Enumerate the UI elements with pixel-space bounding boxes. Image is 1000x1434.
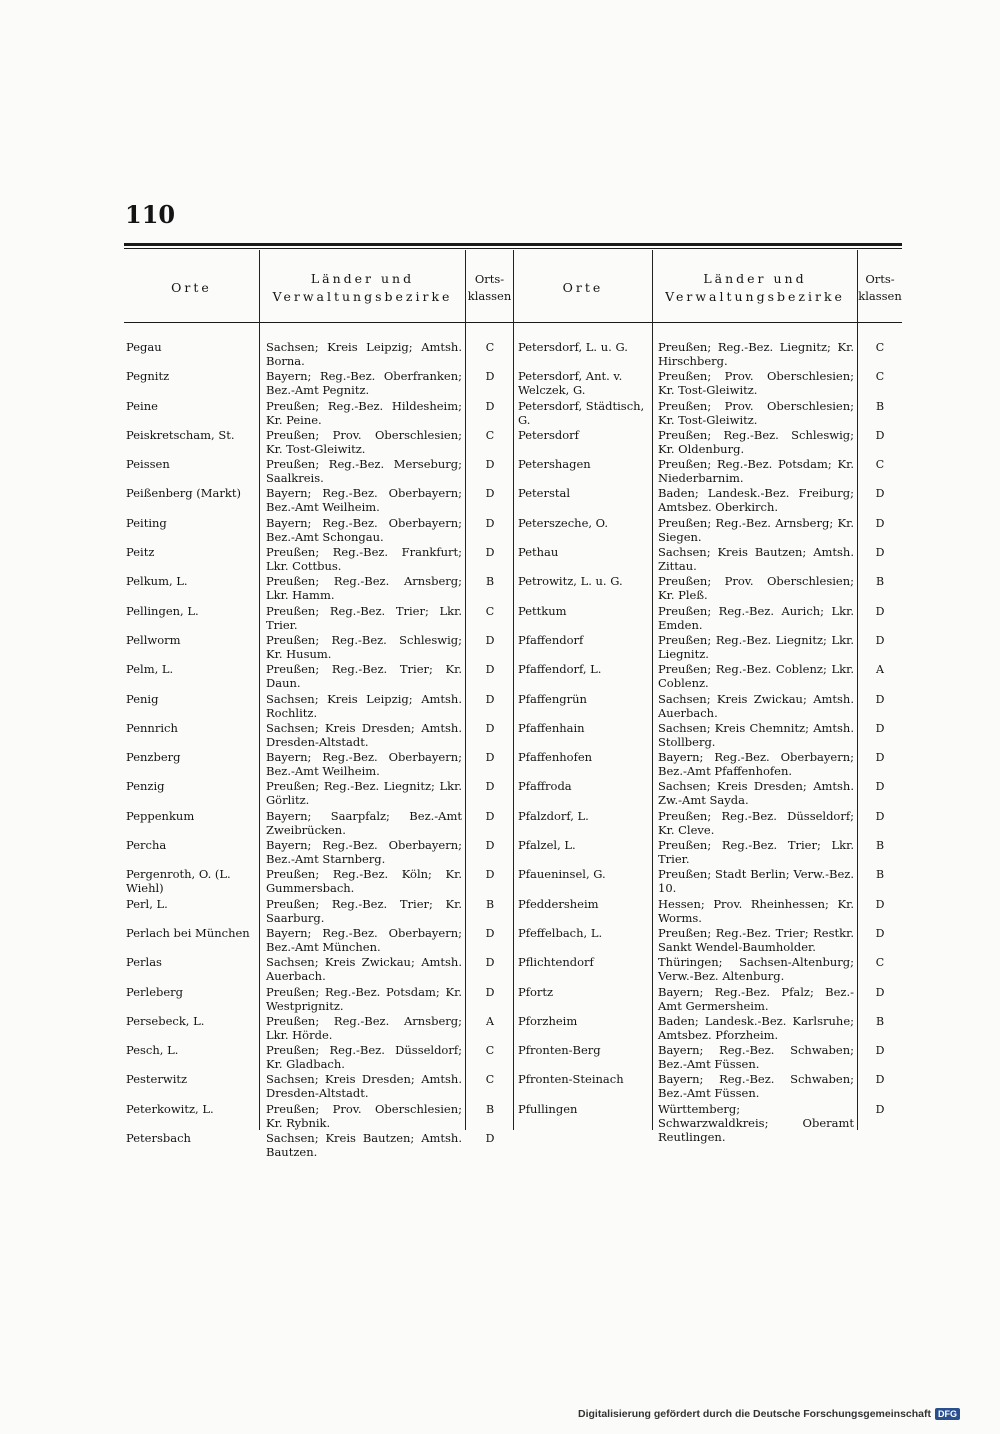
table-row — [126, 719, 511, 748]
table-row — [518, 660, 903, 689]
footer-credit — [578, 1408, 960, 1420]
header-orts-line1: Orts- — [474, 272, 505, 286]
header-orts-left — [466, 258, 513, 318]
admin-district: Preußen; Reg.-Bez. Liegnitz; Lkr. Görlitz. — [266, 779, 462, 808]
place-name: Pethau — [518, 545, 559, 560]
table-row — [518, 1070, 903, 1099]
table-row — [518, 397, 903, 426]
place-class: C — [485, 604, 495, 618]
table-row — [518, 836, 903, 865]
place-class: D — [485, 809, 495, 823]
admin-district: Württemberg; Schwarzwaldkreis; Oberamt Reutlingen. — [658, 1101, 854, 1144]
place-name: Peterstal — [518, 486, 571, 501]
table-row — [126, 338, 511, 367]
place-class: D — [875, 897, 885, 911]
admin-district: Preußen; Reg.-Bez. Frankfurt; Lkr. Cottbus. — [266, 545, 462, 574]
place-class: D — [485, 370, 495, 384]
dfg-logo: DFG — [935, 1408, 960, 1420]
admin-district: Preußen; Reg.-Bez. Hildesheim; Kr. Peine. — [266, 398, 462, 427]
place-class: D — [875, 751, 885, 765]
place-name: Pennrich — [126, 720, 178, 735]
place-name: Pelm, L. — [126, 662, 174, 677]
place-name: Pegau — [126, 340, 162, 354]
place-name: Pfronten-Steinach — [518, 1072, 624, 1087]
admin-district: Preußen; Reg.-Bez. Aurich; Lkr. Emden. — [658, 603, 854, 632]
place-class: B — [485, 1102, 495, 1116]
place-class: D — [485, 546, 495, 560]
place-name: Pesterwitz — [126, 1072, 188, 1087]
place-class: D — [875, 721, 885, 735]
admin-district: Baden; Landesk.-Bez. Freiburg; Amtsbez. Oberkirch. — [658, 486, 854, 515]
place-class: D — [875, 428, 885, 442]
header-orts-right — [858, 258, 902, 318]
table-row — [126, 1100, 511, 1129]
table-row — [518, 924, 903, 953]
place-class: A — [486, 1014, 494, 1028]
admin-district: Preußen; Reg.-Bez. Arnsberg; Lkr. Hamm. — [266, 574, 462, 603]
admin-district: Preußen; Reg.-Bez. Trier; Kr. Saarburg. — [266, 896, 462, 925]
admin-district: Preußen; Reg.-Bez. Liegnitz; Kr. Hirschberg. — [658, 340, 854, 368]
admin-district: Sachsen; Kreis Bautzen; Amtsh. Bautzen. — [266, 1131, 462, 1160]
place-class: D — [875, 604, 885, 618]
place-name: Peiskretscham, St. — [126, 427, 235, 442]
place-class: D — [875, 1073, 885, 1087]
admin-district: Bayern; Reg.-Bez. Schwaben; Bez.-Amt Füssen. — [658, 1043, 854, 1072]
admin-district: Bayern; Reg.-Bez. Oberbayern; Bez.-Amt Schongau. — [266, 515, 462, 544]
admin-district: Preußen; Prov. Oberschlesien; Kr. Tost-Gleiwitz. — [266, 427, 462, 456]
table-row — [126, 660, 511, 689]
place-name: Petrowitz, L. u. G. — [518, 574, 623, 589]
place-class: D — [875, 692, 885, 706]
place-name: Pergenroth, O. (L. Wiehl) — [126, 867, 231, 896]
place-class: A — [876, 663, 884, 677]
footer-text: Digitalisierung gefördert durch die Deutsche Forschungsgemeinschaft — [578, 1408, 931, 1420]
table-row — [518, 865, 903, 894]
top-rule-thin — [124, 248, 902, 249]
place-class: D — [485, 1132, 495, 1146]
admin-district: Preußen; Reg.-Bez. Trier; Lkr. Trier. — [266, 603, 462, 632]
place-name: Pfalzel, L. — [518, 838, 576, 853]
table-row — [518, 807, 903, 836]
table-row — [518, 338, 903, 367]
header-orts-line1: Orts- — [865, 272, 895, 286]
place-name: Peiting — [126, 515, 167, 530]
admin-district: Preußen; Reg.-Bez. Coblenz; Lkr. Coblenz. — [658, 662, 854, 691]
place-class: D — [875, 1044, 885, 1058]
place-name: Pflichtendorf — [518, 955, 594, 970]
table-row — [518, 543, 903, 572]
table-row — [518, 1100, 903, 1144]
admin-district: Bayern; Reg.-Bez. Pfalz; Bez.-Amt Germersheim. — [658, 984, 854, 1013]
place-name: Perlach bei München — [126, 925, 250, 940]
admin-district: Preußen; Reg.-Bez. Schleswig; Kr. Oldenburg. — [658, 427, 854, 456]
table-row — [518, 572, 903, 601]
header-orts-line2: klassen — [467, 289, 512, 303]
admin-district: Sachsen; Kreis Dresden; Amtsh. Dresden-Altstadt. — [266, 720, 462, 749]
admin-district: Preußen; Reg.-Bez. Trier; Lkr. Trier. — [658, 838, 854, 867]
table-row — [518, 514, 903, 543]
place-class: D — [485, 780, 495, 794]
place-name: Peterkowitz, L. — [126, 1101, 214, 1116]
place-name: Petersdorf, L. u. G. — [518, 340, 628, 354]
place-class: D — [485, 516, 495, 530]
admin-district: Preußen; Reg.-Bez. Düsseldorf; Kr. Gladbach. — [266, 1043, 462, 1072]
place-class: D — [485, 926, 495, 940]
admin-district: Preußen; Reg.-Bez. Trier; Restkr. Sankt Wendel-Baumholder. — [658, 925, 854, 954]
table-row — [518, 367, 903, 396]
table-row — [518, 631, 903, 660]
center-divider — [513, 250, 514, 1130]
place-class: C — [485, 428, 495, 442]
place-class: D — [875, 780, 885, 794]
header-laender-left — [260, 258, 465, 318]
admin-district: Bayern; Reg.-Bez. Oberbayern; Bez.-Amt Weilheim. — [266, 750, 462, 779]
admin-district: Baden; Landesk.-Bez. Karlsruhe; Amtsbez. Pforzheim. — [658, 1013, 854, 1042]
place-name: Pforzheim — [518, 1013, 578, 1028]
table-row — [126, 865, 511, 894]
place-name: Pfeffelbach, L. — [518, 925, 603, 940]
place-class: C — [875, 458, 885, 472]
place-name: Pfaffengrün — [518, 691, 587, 706]
table-row — [518, 953, 903, 982]
table-row — [518, 484, 903, 513]
place-class: D — [485, 458, 495, 472]
place-class: D — [485, 985, 495, 999]
table-row — [518, 455, 903, 484]
top-rule-thick — [124, 243, 902, 246]
admin-district: Preußen; Reg.-Bez. Köln; Kr. Gummersbach. — [266, 867, 462, 896]
place-name: Perleberg — [126, 984, 184, 999]
place-name: Pegnitz — [126, 369, 170, 384]
header-orte-label: Orte — [562, 280, 604, 295]
place-class: D — [485, 633, 495, 647]
place-class: D — [875, 633, 885, 647]
place-name: Petersdorf — [518, 427, 579, 442]
place-class: C — [485, 1044, 495, 1058]
place-class: C — [875, 341, 885, 354]
admin-district: Hessen; Prov. Rheinhessen; Kr. Worms. — [658, 896, 854, 925]
admin-district: Preußen; Reg.-Bez. Trier; Kr. Daun. — [266, 662, 462, 691]
place-class: D — [485, 692, 495, 706]
table-row — [126, 484, 511, 513]
table-row — [126, 807, 511, 836]
admin-district: Sachsen; Kreis Zwickau; Amtsh. Auerbach. — [266, 955, 462, 984]
place-name: Pesch, L. — [126, 1043, 179, 1058]
place-name: Peitz — [126, 545, 155, 560]
page-number: 110 — [125, 200, 176, 229]
place-class: B — [875, 1014, 885, 1028]
admin-district: Preußen; Reg.-Bez. Arnsberg; Lkr. Hörde. — [266, 1013, 462, 1042]
table-row — [126, 1070, 511, 1099]
admin-district: Sachsen; Kreis Dresden; Amtsh. Dresden-Altstadt. — [266, 1072, 462, 1101]
place-class: D — [875, 926, 885, 940]
place-name: Percha — [126, 838, 167, 853]
table-row — [518, 426, 903, 455]
table-row — [126, 777, 511, 806]
table-row — [126, 924, 511, 953]
admin-district: Preußen; Reg.-Bez. Potsdam; Kr. Westprignitz. — [266, 984, 462, 1013]
place-class: B — [875, 575, 885, 589]
place-name: Peterszeche, O. — [518, 515, 609, 530]
place-class: D — [875, 546, 885, 560]
place-class: D — [485, 956, 495, 970]
admin-district: Preußen; Reg.-Bez. Potsdam; Kr. Niederbarnim. — [658, 457, 854, 486]
admin-district: Preußen; Prov. Oberschlesien; Kr. Tost-Gleiwitz. — [658, 369, 854, 398]
table-row — [126, 602, 511, 631]
table-row — [126, 748, 511, 777]
place-class: D — [875, 487, 885, 501]
header-laender-right — [653, 258, 857, 318]
table-row — [126, 1129, 511, 1158]
header-orte-right — [514, 258, 652, 318]
admin-district: Bayern; Reg.-Bez. Oberbayern; Bez.-Amt Pfaffenhofen. — [658, 750, 854, 779]
admin-district: Bayern; Reg.-Bez. Oberfranken; Bez.-Amt Pegnitz. — [266, 369, 462, 398]
left-column — [126, 338, 511, 1158]
place-name: Pfeddersheim — [518, 896, 599, 911]
place-name: Persebeck, L. — [126, 1013, 205, 1028]
place-class: D — [485, 487, 495, 501]
admin-district: Preußen; Reg.-Bez. Düsseldorf; Kr. Cleve. — [658, 808, 854, 837]
place-class: C — [875, 956, 885, 970]
right-column — [518, 338, 903, 1144]
place-name: Penzberg — [126, 750, 181, 765]
table-row — [126, 895, 511, 924]
table-row — [518, 983, 903, 1012]
place-class: B — [875, 399, 885, 413]
admin-district: Preußen; Reg.-Bez. Arnsberg; Kr. Siegen. — [658, 515, 854, 544]
place-name: Perlas — [126, 955, 162, 970]
header-laender-line2: Verwaltungsbezirke — [665, 289, 845, 304]
place-class: C — [875, 370, 885, 384]
admin-district: Sachsen; Kreis Bautzen; Amtsh. Zittau. — [658, 545, 854, 574]
place-class: D — [875, 516, 885, 530]
place-name: Pfaffenhofen — [518, 750, 593, 765]
place-class: D — [485, 399, 495, 413]
table-row — [518, 748, 903, 777]
place-name: Penig — [126, 691, 159, 706]
place-class: D — [875, 809, 885, 823]
admin-district: Preußen; Reg.-Bez. Schleswig; Kr. Husum. — [266, 632, 462, 661]
table-row — [126, 572, 511, 601]
table-row — [126, 397, 511, 426]
header-laender-line1: Länder und — [310, 271, 415, 286]
admin-district: Preußen; Prov. Oberschlesien; Kr. Tost-Gleiwitz. — [658, 398, 854, 427]
place-name: Pfaffendorf — [518, 632, 584, 647]
admin-district: Sachsen; Kreis Leipzig; Amtsh. Borna. — [266, 340, 462, 368]
table-row — [126, 953, 511, 982]
place-name: Peppenkum — [126, 808, 195, 823]
place-name: Pfaueninsel, G. — [518, 867, 606, 882]
admin-district: Thüringen; Sachsen-Altenburg; Verw.-Bez. Altenburg. — [658, 955, 854, 984]
place-class: C — [485, 1073, 495, 1087]
place-name: Peissen — [126, 457, 170, 472]
header-orte-left — [124, 258, 259, 318]
place-class: D — [875, 1102, 885, 1116]
place-class: D — [875, 985, 885, 999]
admin-district: Preußen; Stadt Berlin; Verw.-Bez. 10. — [658, 867, 854, 896]
admin-district: Sachsen; Kreis Chemnitz; Amtsh. Stollberg. — [658, 720, 854, 749]
place-name: Petersdorf, Städtisch, G. — [518, 398, 645, 427]
admin-district: Preußen; Reg.-Bez. Liegnitz; Lkr. Liegnitz. — [658, 632, 854, 661]
table-row — [126, 367, 511, 396]
admin-district: Bayern; Reg.-Bez. Schwaben; Bez.-Amt Füssen. — [658, 1072, 854, 1101]
admin-district: Bayern; Saarpfalz; Bez.-Amt Zweibrücken. — [266, 808, 462, 837]
place-name: Peißenberg (Markt) — [126, 486, 241, 501]
table-row — [518, 1012, 903, 1041]
place-name: Pfaffenhain — [518, 720, 585, 735]
place-name: Pfaffroda — [518, 779, 572, 794]
place-name: Penzig — [126, 779, 165, 794]
table-row — [126, 1041, 511, 1070]
place-name: Petersbach — [126, 1131, 191, 1146]
place-class: B — [875, 839, 885, 853]
table-row — [126, 836, 511, 865]
table-row — [126, 983, 511, 1012]
admin-district: Bayern; Reg.-Bez. Oberbayern; Bez.-Amt Weilheim. — [266, 486, 462, 515]
place-name: Petersdorf, Ant. v. Welczek, G. — [518, 369, 623, 398]
place-class: D — [485, 839, 495, 853]
place-name: Peine — [126, 398, 158, 413]
admin-district: Preußen; Reg.-Bez. Merseburg; Saalkreis. — [266, 457, 462, 486]
place-name: Pfullingen — [518, 1101, 578, 1116]
table-row — [518, 690, 903, 719]
header-laender-line2: Verwaltungsbezirke — [272, 289, 453, 304]
header-laender-line1: Länder und — [703, 271, 807, 286]
table-row — [518, 719, 903, 748]
place-class: D — [485, 663, 495, 677]
table-row — [518, 777, 903, 806]
place-class: C — [485, 341, 495, 354]
header-orts-line2: klassen — [858, 289, 902, 303]
table-row — [126, 1012, 511, 1041]
admin-district: Bayern; Reg.-Bez. Oberbayern; Bez.-Amt München. — [266, 925, 462, 954]
place-class: D — [485, 721, 495, 735]
admin-district: Sachsen; Kreis Leipzig; Amtsh. Rochlitz. — [266, 691, 462, 720]
place-class: B — [485, 897, 495, 911]
table-row — [126, 631, 511, 660]
table-row — [126, 426, 511, 455]
header-orte-label: Orte — [171, 280, 212, 295]
table-row — [518, 895, 903, 924]
admin-district: Sachsen; Kreis Zwickau; Amtsh. Auerbach. — [658, 691, 854, 720]
table-row — [126, 690, 511, 719]
place-name: Pettkum — [518, 603, 567, 618]
table-row — [126, 514, 511, 543]
table-row — [126, 543, 511, 572]
place-name: Pfalzdorf, L. — [518, 808, 589, 823]
place-class: D — [485, 868, 495, 882]
place-name: Pfortz — [518, 984, 554, 999]
place-name: Pellworm — [126, 632, 181, 647]
table-row — [518, 602, 903, 631]
admin-district: Sachsen; Kreis Dresden; Amtsh. Zw.-Amt Sayda. — [658, 779, 854, 808]
admin-district: Preußen; Prov. Oberschlesien; Kr. Pleß. — [658, 574, 854, 603]
table-row — [126, 455, 511, 484]
place-name: Perl, L. — [126, 896, 168, 911]
admin-district: Preußen; Prov. Oberschlesien; Kr. Rybnik. — [266, 1101, 462, 1130]
place-class: D — [485, 751, 495, 765]
place-name: Petershagen — [518, 457, 591, 472]
admin-district: Bayern; Reg.-Bez. Oberbayern; Bez.-Amt Starnberg. — [266, 838, 462, 867]
place-name: Pfronten-Berg — [518, 1043, 601, 1058]
place-name: Pfaffendorf, L. — [518, 662, 602, 677]
place-name: Pelkum, L. — [126, 574, 188, 589]
table-row — [518, 1041, 903, 1070]
place-class: B — [485, 575, 495, 589]
place-name: Pellingen, L. — [126, 603, 199, 618]
place-class: B — [875, 868, 885, 882]
